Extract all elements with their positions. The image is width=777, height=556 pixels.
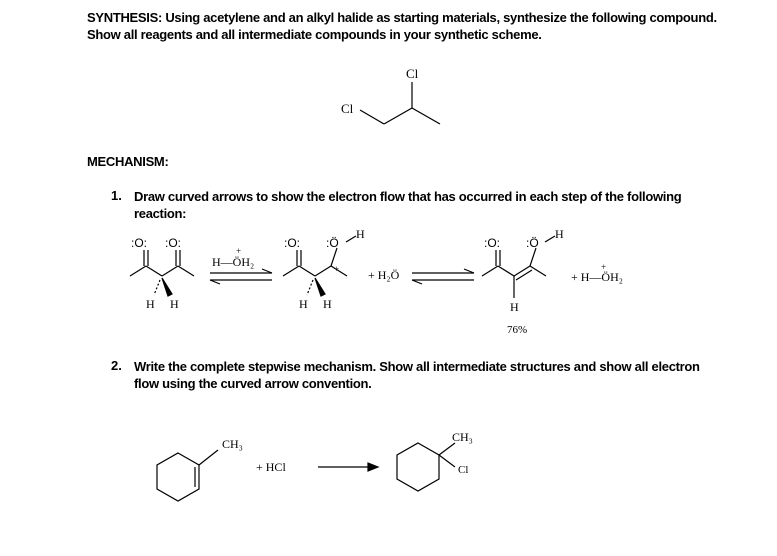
- q1-water: + H₂Ö: [368, 268, 400, 282]
- question-2-line-1: Write the complete stepwise mechanism. Show all intermediate structures and show all electron: [134, 359, 700, 374]
- target-cl-top: Cl: [406, 66, 419, 81]
- q1-yield: 76%: [507, 324, 528, 336]
- q2-reagent-hcl: + HCl: [256, 460, 286, 474]
- equilibrium-arrow-1: [210, 269, 272, 284]
- q1-mid-h-1: H: [299, 297, 308, 311]
- q1-right-h-bottom: H: [510, 300, 519, 314]
- q1-oxygen-1: :O:: [131, 236, 148, 250]
- chloromethylcyclohexane-structure: [397, 443, 455, 491]
- q1-reagent-charge: +: [236, 246, 242, 256]
- question-1-line-2: reaction:: [134, 206, 187, 221]
- q1-reagent-hydronium: H—ÖH₂: [212, 255, 255, 269]
- question-1-number: 1.: [111, 188, 122, 203]
- q1-oxygen-3: :O:: [284, 236, 301, 250]
- target-molecule: [360, 82, 440, 124]
- q2-cl-right: Cl: [458, 464, 469, 476]
- q1-oxygen-6: :Ö: [526, 236, 539, 250]
- q1-oxygen-2: :O:: [165, 236, 182, 250]
- q1-oxygen-4: :Ö: [326, 236, 339, 250]
- diketone-structure: [130, 250, 194, 296]
- q1-hydronium: + H—ÖH₂: [571, 270, 623, 284]
- synthesis-line-2: Show all reagents and all intermediate compounds in your synthetic scheme.: [87, 27, 542, 42]
- reaction-arrow: [318, 463, 378, 471]
- q1-oxygen-5: :O:: [484, 236, 501, 250]
- q1-mid-charge: +: [334, 264, 340, 274]
- q1-left-h-1: H: [146, 297, 155, 311]
- question-2-number: 2.: [111, 358, 122, 373]
- q1-mid-h-2: H: [323, 297, 332, 311]
- target-cl-left: Cl: [341, 101, 354, 116]
- q1-mid-h-top: H: [356, 227, 365, 241]
- question-2-line-2: flow using the curved arrow convention.: [134, 376, 372, 391]
- q2-ch3-right: CH₃: [452, 430, 473, 444]
- methylcyclohexene-structure: [157, 450, 218, 501]
- q2-ch3-left: CH₃: [222, 437, 243, 451]
- q1-hydronium-charge: +: [601, 262, 607, 272]
- mechanism-heading: MECHANISM:: [87, 154, 169, 169]
- q1-left-h-2: H: [170, 297, 179, 311]
- q1-right-h-top: H: [555, 227, 564, 241]
- synthesis-line-1: SYNTHESIS: Using acetylene and an alkyl halide as starting materials, synthesize the following compound.: [87, 10, 717, 25]
- equilibrium-arrow-2: [412, 269, 474, 284]
- question-1-line-1: Draw curved arrows to show the electron flow that has occurred in each step of the following: [134, 189, 682, 204]
